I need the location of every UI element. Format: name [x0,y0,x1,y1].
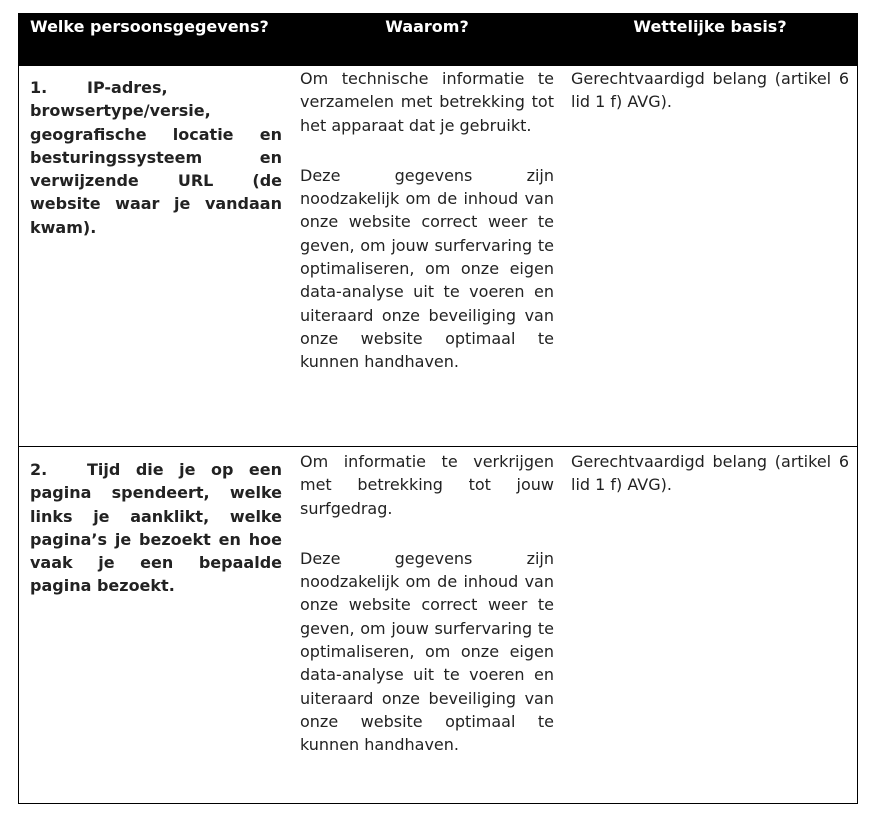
row1-why-paragraph-1: Om technische informatie te verzamelen met betrekking tot het apparaat dat je gebruikt. [300,69,554,135]
row2-why [300,450,554,757]
privacy-table [18,13,858,804]
row1-basis-text: Gerechtvaardigd belang (artikel 6 lid 1 f) AVG). [571,69,849,112]
row2-number: 2. [30,460,48,479]
header-legal-basis: Wettelijke basis? [633,17,787,36]
row2-why-paragraph-1: Om informatie te verkrijgen met betrekking tot jouw surfgedrag. [300,452,554,518]
row2-basis-text: Gerechtvaardigd belang (artikel 6 lid 1 f) AVG). [571,452,849,495]
header-personal-data: Welke persoonsgegevens? [30,17,269,36]
row2-data-text: Tijd die je op een pagina spendeert, welke links je aanklikt, welke pagina’s je bezoekt en hoe vaak je een bepaalde pagina bezoekt. [30,460,282,596]
row-divider [19,446,857,447]
row1-number: 1. [30,78,48,97]
header-why: Waarom? [385,17,469,36]
row1-why-paragraph-2: Deze gegevens zijn noodzakelijk om de inhoud van onze website correct weer te geven, om jouw surfervaring te optimaliseren, om onze eigen data-analyse uit te voeren en uiteraard onze beveiliging van onze website optimaal te kunnen handhaven. [300,165,554,372]
row1-why [300,67,554,374]
row1-personal-data [30,76,282,239]
row1-legal-basis [571,67,849,114]
row1-data-text: IP-adres, browsertype/versie, geografische locatie en besturingssysteem en verwijzende URL (de website waar je vandaan kwam). [30,78,282,237]
row2-personal-data [30,458,282,598]
row2-legal-basis [571,450,849,497]
row2-why-paragraph-2: Deze gegevens zijn noodzakelijk om de inhoud van onze website correct weer te geven, om jouw surfervaring te optimaliseren, om onze eigen data-analyse uit te voeren en uiteraard onze beveiliging van onze website optimaal te kunnen handhaven. [300,548,554,755]
table-header [19,14,857,66]
